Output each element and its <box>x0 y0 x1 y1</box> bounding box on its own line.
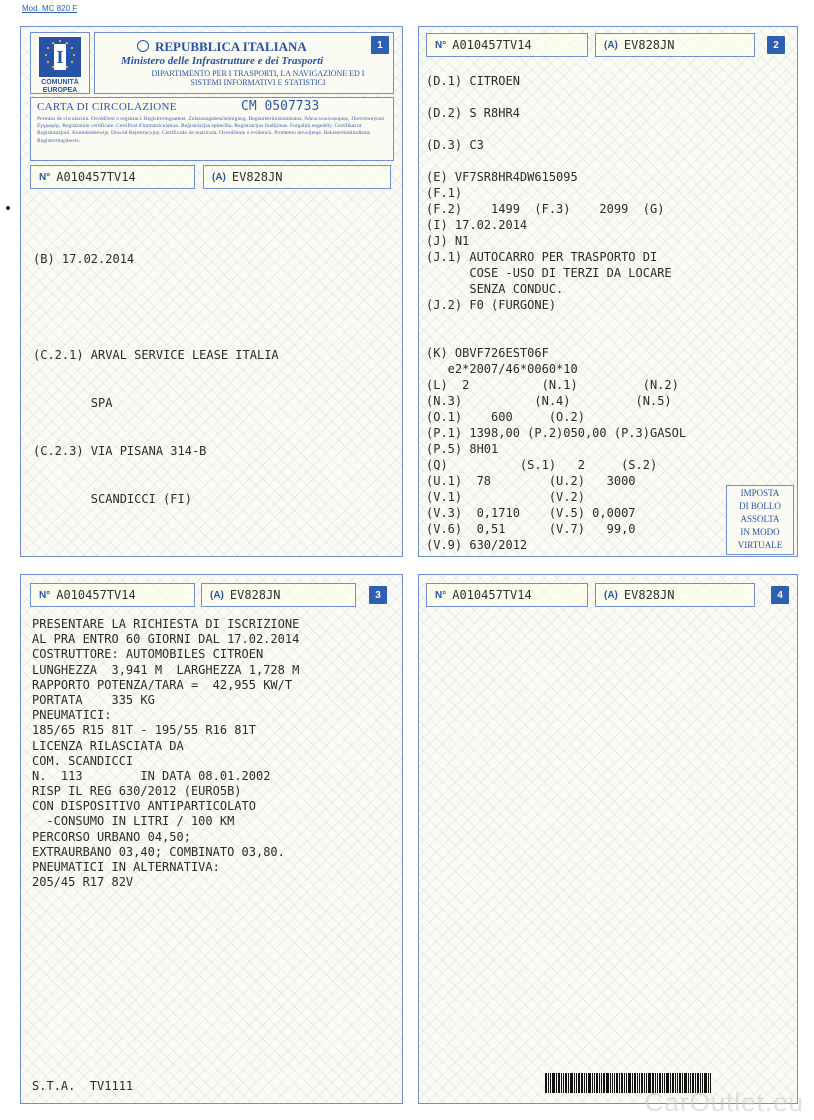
republic-title: REPUBBLICA ITALIANA <box>155 39 307 54</box>
registration-number: A010457TV14 <box>56 170 136 184</box>
field-line: (D.2) S R8HR4 <box>426 106 520 120</box>
field-line: (J.1) AUTOCARRO PER TRASPORTO DI <box>426 250 658 264</box>
barcode-bar <box>612 1073 613 1093</box>
plate-number: EV828JN <box>231 170 283 184</box>
registration-number-box <box>30 165 195 189</box>
barcode-bar <box>584 1073 585 1093</box>
plate-label: (A) <box>210 589 224 601</box>
republic-header <box>94 32 394 94</box>
field-line: (J) N1 <box>426 234 470 248</box>
barcode-bar <box>639 1073 640 1093</box>
eu-flag-icon <box>39 37 81 77</box>
field-line: N. 113 IN DATA 08.01.2002 <box>32 768 271 783</box>
owner-fields <box>33 219 279 539</box>
field-line: AL PRA ENTRO 60 GIORNI DAL 17.02.2014 <box>32 632 300 647</box>
field-line: (P.1) 1398,00 (P.2)050,00 (P.3)GASOL <box>426 426 687 440</box>
document-title: CARTA DI CIRCOLAZIONE <box>37 101 177 113</box>
field-line: (L) 2 (N.1) (N.2) <box>426 378 679 392</box>
form-code: Mod. MC 820 F <box>22 4 78 13</box>
barcode-bar <box>545 1073 547 1093</box>
barcode-bar <box>601 1073 602 1093</box>
barcode-bar <box>576 1073 577 1093</box>
field-line: SENZA CONDUC. <box>426 282 564 296</box>
field-line: (V.9) 630/2012 <box>426 538 528 552</box>
registration-number-box <box>426 33 588 57</box>
watermark: CarOutlet.eu <box>644 1087 804 1117</box>
field-line: (D.3) C3 <box>426 138 484 152</box>
barcode-bar <box>588 1073 591 1093</box>
stamp-duty-line: DI BOLLO <box>739 501 781 511</box>
plate-number: EV828JN <box>623 588 675 602</box>
barcode-bar <box>561 1073 562 1093</box>
plate-label: (A) <box>604 39 618 51</box>
field-line: COM. SCANDICCI <box>32 753 134 768</box>
registration-number: A010457TV14 <box>56 588 136 602</box>
field-line <box>33 299 279 315</box>
registration-number-box <box>426 583 588 607</box>
number-label: N° <box>39 171 51 183</box>
barcode-bar <box>614 1073 615 1093</box>
field-line: e2*2007/46*0060*10 <box>426 362 578 376</box>
field-line: PRESENTARE LA RICHIESTA DI ISCRIZIONE <box>32 617 300 631</box>
document-title-box <box>30 97 394 161</box>
field-line: SPA <box>33 396 113 410</box>
field-line: (N.3) (N.4) (N.5) <box>426 394 672 408</box>
barcode-bar <box>568 1073 569 1093</box>
field-line: (F.2) 1499 (F.3) 2099 (G) <box>426 202 665 216</box>
field-line <box>426 89 686 105</box>
field-line: (U.1) 78 (U.2) 3000 <box>426 474 636 488</box>
field-line <box>426 153 686 169</box>
field-line: RAPPORTO POTENZA/TARA = 42,955 KW/T <box>32 677 293 692</box>
field-line: (D.1) CITROEN <box>426 74 520 88</box>
barcode-bar <box>586 1073 587 1093</box>
card-number-badge: 1 <box>371 36 389 54</box>
plate-box <box>595 583 755 607</box>
field-line: EXTRAURBANO 03,40; COMBINATO 03,80. <box>32 844 285 859</box>
field-line: CON DISPOSITIVO ANTIPARTICOLATO <box>32 799 256 814</box>
field-line: (Q) (S.1) 2 (S.2) <box>426 458 658 472</box>
field-line: (P.5) 8H01 <box>426 442 499 456</box>
stamp-duty-line: IMPOSTA <box>740 488 780 498</box>
barcode-bar <box>578 1073 580 1093</box>
country-letter: I <box>54 44 66 70</box>
field-line: (F.1) <box>426 186 463 200</box>
barcode-bar <box>570 1073 573 1093</box>
field-line: (V.3) 0,1710 (V.5) 0,0007 <box>426 506 636 520</box>
registration-number-box <box>30 583 195 607</box>
field-line <box>426 121 686 137</box>
barcode-bar <box>641 1073 643 1093</box>
field-line: COSE -USO DI TERZI DA LOCARE <box>426 266 672 280</box>
barcode-bar <box>581 1073 583 1093</box>
field-line: (B) 17.02.2014 <box>33 252 135 266</box>
plate-number: EV828JN <box>623 38 675 52</box>
plate-box <box>203 165 391 189</box>
barcode-bar <box>592 1073 593 1093</box>
card-panel-3 <box>20 574 403 1104</box>
barcode-bar <box>637 1073 638 1093</box>
field-line <box>426 313 686 329</box>
barcode-bar <box>628 1073 631 1093</box>
ministry-name: Ministero delle Infrastrutture e dei Trasporti <box>121 55 324 67</box>
barcode-bar <box>619 1073 620 1093</box>
stamp-duty-line: VIRTUALE <box>737 540 783 550</box>
barcode-bar <box>626 1073 627 1093</box>
barcode-bar <box>599 1073 600 1093</box>
field-line: RISP IL REG 630/2012 (EURO5B) <box>32 784 242 799</box>
field-line: (V.6) 0,51 (V.7) 99,0 <box>426 522 636 536</box>
barcode-bar <box>632 1073 633 1093</box>
field-line: (J.2) F0 (FURGONE) <box>426 298 557 312</box>
number-label: N° <box>435 589 447 601</box>
barcode-bar <box>621 1073 623 1093</box>
document-serial: CM 0507733 <box>241 99 320 114</box>
field-line: (C.2.1) ARVAL SERVICE LEASE ITALIA <box>33 348 279 362</box>
card-panel-2 <box>418 26 798 557</box>
barcode-bar <box>603 1073 605 1093</box>
punch-hole-mark <box>6 206 10 210</box>
field-line: PNEUMATICI IN ALTERNATIVA: <box>32 860 220 874</box>
eu-label: COMUNITÀ EUROPEA <box>41 79 79 94</box>
field-line: 205/45 R17 82V <box>32 875 134 890</box>
barcode-bar <box>563 1073 564 1093</box>
card-number-badge: 2 <box>767 36 785 54</box>
barcode-bar <box>634 1073 636 1093</box>
plate-box <box>595 33 755 57</box>
number-label: N° <box>435 39 447 51</box>
field-line: SCANDICCI (FI) <box>33 492 192 506</box>
card-panel-4 <box>418 574 798 1104</box>
stamp-duty-line: ASSOLTA <box>740 514 780 524</box>
registration-number: A010457TV14 <box>452 588 532 602</box>
plate-label: (A) <box>212 171 226 183</box>
barcode-bar <box>548 1073 549 1093</box>
barcode-bar <box>596 1073 598 1093</box>
field-line: (O.1) 600 (O.2) <box>426 410 585 424</box>
vehicle-technical-fields <box>426 73 686 553</box>
barcode-bar <box>574 1073 575 1093</box>
barcode-bar <box>565 1073 567 1093</box>
barcode-bar <box>606 1073 609 1093</box>
document-translations: Permiso de circulación. Osvědčení o registraci. Registreringsattest. Zulassungsbescheinigung. Registreerimistunnistus. Άδεια κυκλοφορίας. Πιστοποιητικό Εγγραφής. Registration certificate. Certificat d'immatriculation. Reģistrācijas apliecība. Registracijos liudijimas. Forgalmi engedély. Certifikat ta' Reġistrazzjoni. Kentekenbewijs. Dowód Rejestracyjny. Certificado de matrícula. Osvedčenie o evidencii. Prometno dovoljenje. Rekisteröintitodistus. Registreringsbevis. <box>37 116 385 144</box>
barcode-bar <box>616 1073 618 1093</box>
card-panel-1 <box>20 26 403 557</box>
field-line: PERCORSO URBANO 04,50; <box>32 829 191 844</box>
additional-notes <box>32 617 299 890</box>
plate-label: (A) <box>604 589 618 601</box>
plate-number: EV828JN <box>229 588 281 602</box>
republic-emblem-icon <box>137 40 149 52</box>
eu-emblem-box <box>30 32 90 94</box>
field-line: (C.2.3) VIA PISANA 314-B <box>33 444 207 458</box>
field-line: (E) VF7SR8HR4DW615095 <box>426 170 578 184</box>
field-line <box>426 329 686 345</box>
field-line: 185/65 R15 81T - 195/55 R16 81T <box>32 723 256 738</box>
barcode-bar <box>594 1073 595 1093</box>
department-name: DIPARTIMENTO PER I TRASPORTI, LA NAVIGAZIONE ED I SISTEMI INFORMATIVI E STATISTICI <box>151 69 365 87</box>
field-line: PORTATA 335 KG <box>32 692 155 707</box>
registration-number: A010457TV14 <box>452 38 532 52</box>
field-line: (I) 17.02.2014 <box>426 218 528 232</box>
barcode-bar <box>552 1073 555 1093</box>
field-line: COSTRUTTORE: AUTOMOBILES CITROEN <box>32 647 264 662</box>
barcode-bar <box>610 1073 611 1093</box>
field-line: PNEUMATICI: <box>32 708 112 723</box>
field-line: -CONSUMO IN LITRI / 100 KM <box>32 814 235 829</box>
barcode-bar <box>556 1073 557 1093</box>
field-line: (K) OBVF726EST06F <box>426 346 549 360</box>
barcode-bar <box>558 1073 560 1093</box>
field-line: LUNGHEZZA 3,941 M LARGHEZZA 1,728 M <box>32 662 300 677</box>
card-number-badge: 4 <box>771 586 789 604</box>
card-number-badge: 3 <box>369 586 387 604</box>
field-line: LICENZA RILASCIATA DA <box>32 738 184 753</box>
stamp-duty-line: IN MODO <box>740 527 780 537</box>
stamp-duty-box <box>726 485 794 555</box>
barcode-bar <box>550 1073 551 1093</box>
field-line: (V.1) (V.2) <box>426 490 585 504</box>
plate-box <box>201 583 356 607</box>
number-label: N° <box>39 589 51 601</box>
office-code: S.T.A. TV1111 <box>32 1079 134 1093</box>
barcode-bar <box>624 1073 625 1093</box>
